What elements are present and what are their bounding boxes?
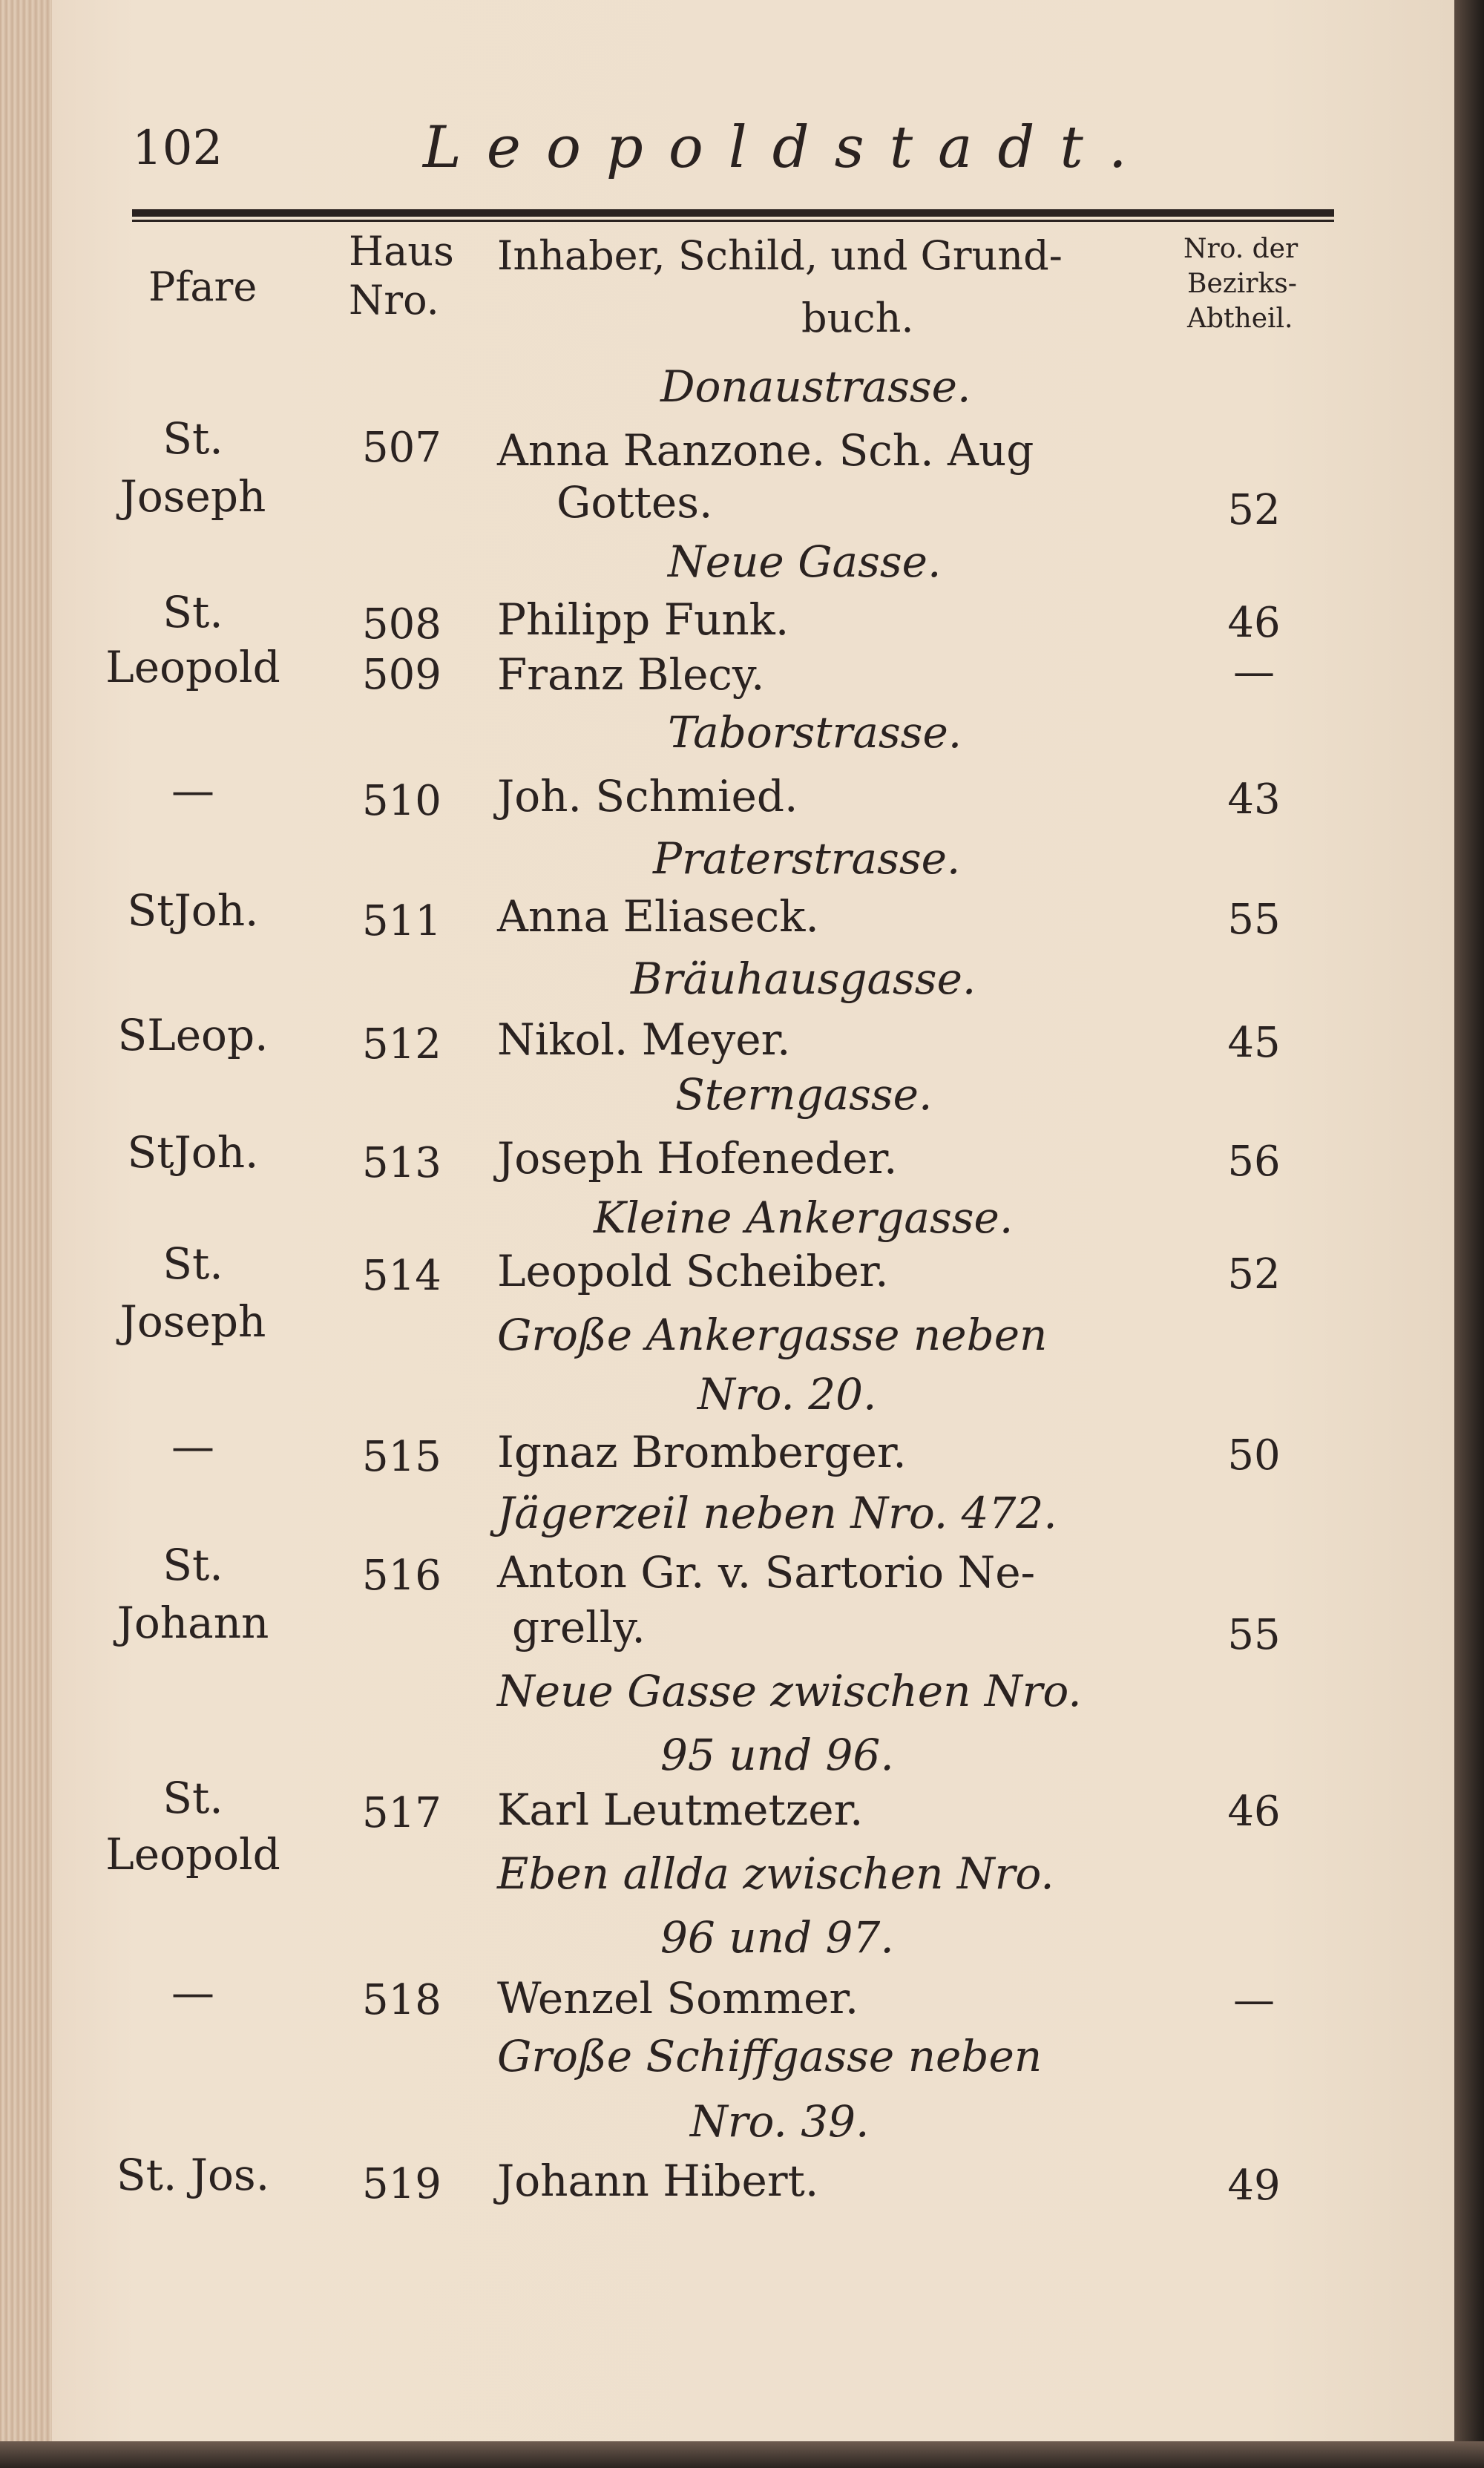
- owner-name: Ignaz Bromberger.: [497, 1427, 907, 1477]
- house-number: 507: [362, 424, 441, 472]
- house-number: 511: [362, 897, 441, 945]
- street-heading: Große Schiffgasse neben: [497, 2031, 1043, 2081]
- house-number: 516: [362, 1552, 441, 1600]
- owner-name: Johann Hibert.: [497, 2156, 819, 2206]
- owner-name-cont: Gottes.: [556, 477, 713, 528]
- street-heading: Neue Gasse.: [668, 536, 942, 587]
- parish-name: St. Jos.: [116, 2150, 270, 2200]
- street-heading-cont: Nro. 20.: [697, 1369, 877, 1420]
- district-number: 46: [1227, 599, 1281, 647]
- house-number: 519: [362, 2160, 441, 2208]
- col-owner-line1: Inhaber, Schild, und Grund-: [497, 232, 1063, 279]
- col-district-line2: Bezirks-: [1187, 269, 1297, 299]
- owner-name: Karl Leutmetzer.: [497, 1785, 864, 1835]
- house-number: 509: [362, 651, 441, 699]
- street-heading: Kleine Ankergasse.: [594, 1192, 1014, 1243]
- parish-line2: Leopold: [105, 1829, 280, 1880]
- district-number: —: [1233, 1976, 1275, 2024]
- parish-line1: St.: [162, 1540, 223, 1590]
- col-district-line1: Nro. der: [1183, 234, 1298, 264]
- house-number: 508: [362, 600, 441, 649]
- parish-line1: St.: [162, 1238, 223, 1289]
- street-heading-cont: 96 und 97.: [660, 1912, 894, 1963]
- owner-name-cont: grelly.: [512, 1602, 646, 1653]
- header-rule: [132, 209, 1334, 217]
- parish-line2: Joseph: [119, 1296, 266, 1347]
- street-heading: Eben allda zwischen Nro.: [497, 1848, 1054, 1899]
- owner-name: Leopold Scheiber.: [497, 1246, 889, 1296]
- book-edge-bottom: [0, 2441, 1484, 2468]
- district-number: 43: [1227, 775, 1281, 824]
- parish-line2: Joseph: [119, 471, 266, 522]
- house-number: 510: [362, 777, 441, 825]
- street-heading: Sterngasse.: [675, 1069, 933, 1120]
- street-heading: Praterstrasse.: [653, 833, 961, 884]
- parish-name: StJoh.: [127, 1127, 259, 1178]
- owner-name: Nikol. Meyer.: [497, 1014, 791, 1065]
- house-number: 514: [362, 1252, 441, 1300]
- street-heading: Jägerzeil neben Nro. 472.: [497, 1488, 1057, 1538]
- district-number: 52: [1227, 1250, 1281, 1299]
- district-number: —: [1233, 648, 1275, 696]
- parish-line1: St.: [162, 587, 223, 637]
- col-owner-line2: buch.: [801, 295, 914, 341]
- book-edge-right: [1454, 0, 1484, 2468]
- parish-line1: St.: [162, 413, 223, 464]
- street-heading: Donaustrasse.: [660, 361, 971, 412]
- house-number: 512: [362, 1020, 441, 1069]
- book-spine: [0, 0, 52, 2468]
- district-number: 49: [1227, 2162, 1281, 2210]
- house-number: 513: [362, 1139, 441, 1187]
- parish-line2: Leopold: [105, 642, 280, 692]
- owner-name: Franz Blecy.: [497, 649, 765, 700]
- owner-name: Wenzel Sommer.: [497, 1973, 859, 2024]
- col-parish: Pfare: [148, 263, 257, 310]
- parish-line1: St.: [162, 1773, 223, 1823]
- street-heading: Taborstrasse.: [668, 707, 962, 758]
- house-number: 518: [362, 1976, 441, 2024]
- owner-name: Philipp Funk.: [497, 594, 789, 645]
- parish-name: —: [171, 1967, 214, 2018]
- col-district-line3: Abtheil.: [1187, 303, 1293, 334]
- owner-name: Joh. Schmied.: [497, 771, 798, 821]
- district-number: 52: [1227, 486, 1281, 534]
- col-house-line2: Nro.: [349, 277, 439, 324]
- parish-name: SLeop.: [117, 1010, 269, 1060]
- house-number: 515: [362, 1433, 441, 1481]
- street-heading-cont: 95 und 96.: [660, 1730, 894, 1780]
- house-number: 517: [362, 1789, 441, 1837]
- owner-name: Anna Eliaseck.: [497, 891, 819, 942]
- owner-name: Joseph Hofeneder.: [497, 1133, 898, 1184]
- parish-name: —: [171, 765, 214, 815]
- district-number: 56: [1227, 1138, 1281, 1186]
- parish-name: StJoh.: [127, 885, 259, 936]
- owner-name: Anton Gr. v. Sartorio Ne-: [497, 1547, 1036, 1598]
- street-heading-cont: Nro. 39.: [690, 2096, 870, 2147]
- page-number: 102: [132, 121, 223, 176]
- district-number: 46: [1227, 1788, 1281, 1836]
- parish-name: —: [171, 1421, 214, 1471]
- running-title: Leopoldstadt.: [423, 114, 1152, 181]
- district-number: 55: [1227, 896, 1281, 944]
- parish-line2: Johann: [116, 1598, 269, 1648]
- col-house-line1: Haus: [349, 228, 454, 275]
- district-number: 45: [1227, 1019, 1281, 1067]
- owner-name: Anna Ranzone. Sch. Aug: [497, 425, 1034, 476]
- street-heading: Bräuhausgasse.: [631, 954, 976, 1004]
- district-number: 55: [1227, 1611, 1281, 1659]
- street-heading: Neue Gasse zwischen Nro.: [497, 1666, 1082, 1716]
- street-heading: Große Ankergasse neben: [497, 1310, 1048, 1360]
- district-number: 50: [1227, 1431, 1281, 1480]
- header-rule-thin: [132, 220, 1334, 222]
